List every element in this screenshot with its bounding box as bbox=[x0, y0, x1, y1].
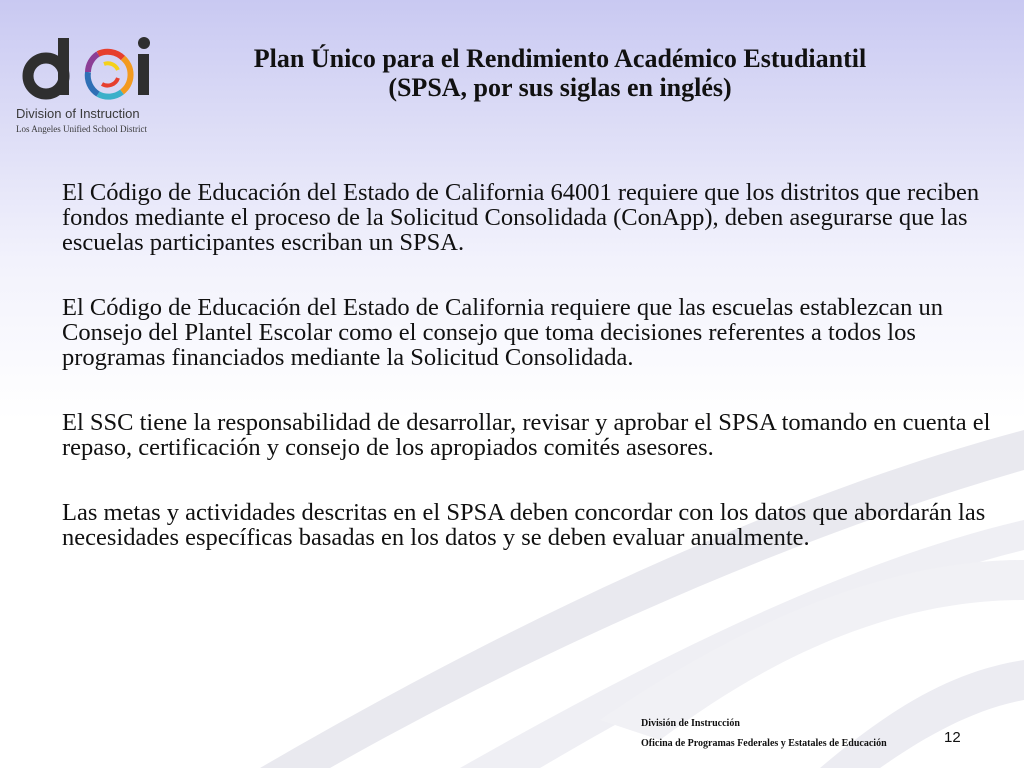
slide-body bbox=[62, 180, 1002, 590]
slide-title-line-2: (SPSA, por sus siglas en inglés) bbox=[388, 73, 732, 102]
logo-subtitle: Los Angeles Unified School District bbox=[16, 124, 147, 134]
footer-division: División de Instrucción bbox=[641, 718, 740, 729]
logo-title: Division of Instruction bbox=[16, 106, 140, 121]
doi-logo-mark-icon bbox=[20, 34, 160, 104]
paragraph-ssc-responsibility: El SSC tiene la responsabilidad de desarrollar, revisar y aprobar el SPSA tomando en cuenta el repaso, certificación y consejo de los apropiados comités asesores. bbox=[62, 409, 991, 461]
page-number: 12 bbox=[944, 729, 961, 746]
paragraph-ed-code-64001: El Código de Educación del Estado de California 64001 requiere que los distritos que reciben fondos mediante el proceso de la Solicitud Consolidada (ConApp), deben asegurarse que las escuelas participantes escriban un SPSA. bbox=[62, 179, 980, 256]
doi-logo bbox=[14, 30, 179, 140]
slide-title bbox=[185, 44, 935, 102]
footer-office: Oficina de Programas Federales y Estatales de Educación bbox=[641, 738, 887, 749]
footer bbox=[641, 716, 887, 756]
paragraph-school-site-council: El Código de Educación del Estado de California requiere que las escuelas establezcan un Consejo del Plantel Escolar como el consejo que toma decisiones referentes a todos los programas financiados mediante la Solicitud Consolidada. bbox=[62, 294, 943, 371]
slide-title-line-1: Plan Único para el Rendimiento Académico Estudiantil bbox=[253, 44, 867, 73]
paragraph-goals-and-activities: Las metas y actividades descritas en el SPSA deben concordar con los datos que abordarán las necesidades específicas basadas en los datos y se deben evaluar anualmente. bbox=[62, 499, 986, 551]
